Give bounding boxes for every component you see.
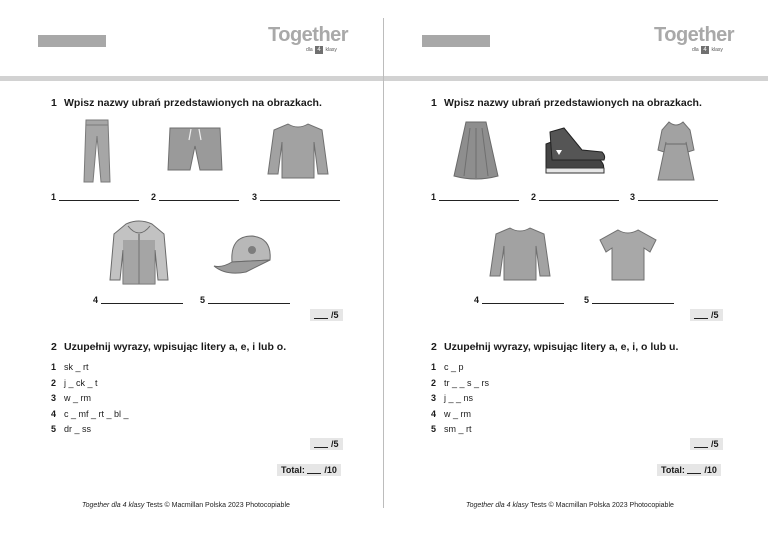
t-shirt-icon — [598, 228, 658, 282]
trousers-icon — [80, 118, 114, 184]
list-item[interactable]: 1 sk _ rt — [51, 362, 89, 372]
total-score: Total: /10 — [657, 464, 721, 476]
list-item[interactable]: 3 j _ _ ns — [431, 393, 474, 403]
list-item[interactable]: 2 j _ ck _ t — [51, 377, 98, 388]
dress-icon — [656, 120, 696, 182]
answer-blank-3[interactable]: 3 — [252, 192, 340, 202]
list-item[interactable]: 4 w _ rm — [431, 408, 471, 419]
list-item[interactable]: 5 dr _ ss — [51, 424, 92, 434]
exercise-1-score: /5 — [310, 309, 343, 321]
answer-blank-4[interactable]: 4 — [474, 295, 564, 305]
exercise-2-items — [431, 360, 489, 438]
skirt-icon — [452, 120, 500, 182]
answer-blank-2[interactable]: 2 — [151, 192, 239, 202]
shorts-icon — [166, 126, 224, 176]
together-logo: Together dla 4 klasy — [654, 24, 735, 53]
cap-icon — [212, 232, 276, 280]
answer-blank-2[interactable]: 2 — [531, 192, 619, 202]
exercise-1-score: /5 — [690, 309, 723, 321]
list-item[interactable]: 5 sm _ rt — [431, 424, 472, 434]
list-item[interactable]: 1 c _ p — [431, 362, 464, 372]
answer-blank-1[interactable]: 1 — [431, 192, 519, 202]
answer-blank-5[interactable]: 5 — [200, 295, 290, 305]
exercise-2-heading: 2 Uzupełnij wyrazy, wpisując litery a, e, i, o lub u. — [431, 341, 679, 353]
answer-blank-5[interactable]: 5 — [584, 295, 674, 305]
jacket-icon — [108, 220, 170, 286]
exercise-1-heading: 1 Wpisz nazwy ubrań przedstawionych na obrazkach. — [431, 97, 702, 109]
answer-blank-1[interactable]: 1 — [51, 192, 139, 202]
together-logo: Together dla 4 klasy — [268, 24, 349, 53]
list-item[interactable]: 2 tr _ _ s _ rs — [431, 377, 490, 388]
footer-credit: Together dla 4 klasy Tests © Macmillan Polska 2023 Photocopiable — [466, 502, 674, 509]
exercise-1-heading: 1 Wpisz nazwy ubrań przedstawionych na obrazkach. — [51, 97, 322, 109]
header-grey-tab — [422, 35, 490, 47]
exercise-2-score: /5 — [310, 438, 343, 450]
jumper-icon — [266, 122, 330, 180]
header-grey-tab — [38, 35, 106, 47]
exercise-2-score: /5 — [690, 438, 723, 450]
total-score: Total: /10 — [277, 464, 341, 476]
answer-blank-4[interactable]: 4 — [93, 295, 183, 305]
footer-credit: Together dla 4 klasy Tests © Macmillan Polska 2023 Photocopiable — [82, 502, 290, 509]
jumper-icon — [488, 226, 552, 282]
exercise-2-heading: 2 Uzupełnij wyrazy, wpisując litery a, e, i lub o. — [51, 341, 287, 353]
list-item[interactable]: 3 w _ rm — [51, 393, 91, 403]
answer-blank-3[interactable]: 3 — [630, 192, 718, 202]
trainers-icon — [542, 124, 608, 176]
worksheet-page-right — [384, 0, 768, 543]
list-item[interactable]: 4 c _ mf _ rt _ bl _ — [51, 408, 129, 419]
exercise-2-items — [51, 360, 129, 438]
